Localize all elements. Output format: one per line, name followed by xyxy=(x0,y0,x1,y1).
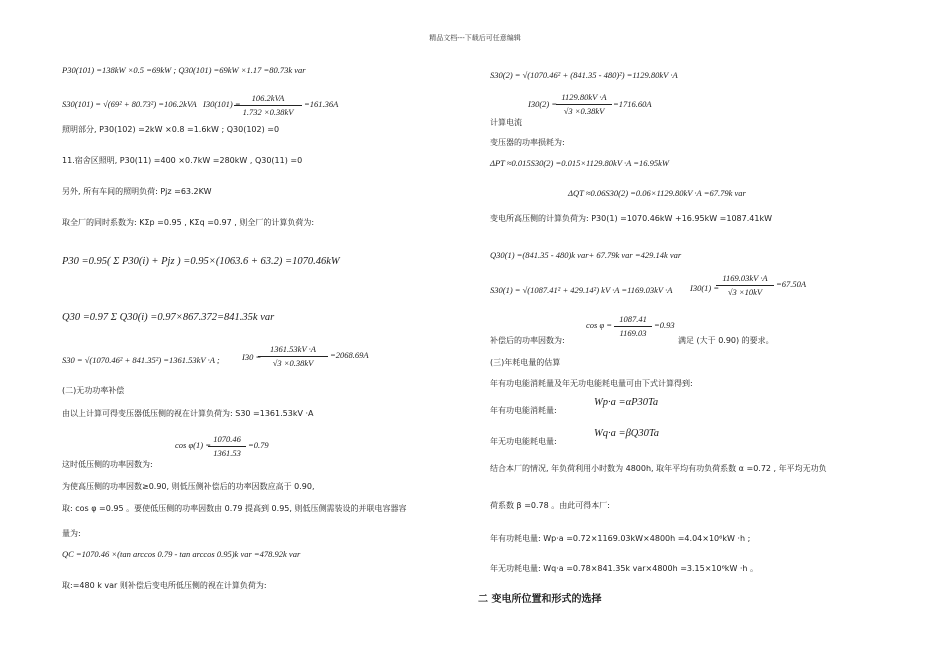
fraction-denominator: 1169.03 xyxy=(619,328,647,338)
formula-i30-101-symbol: I30(101) = xyxy=(203,99,241,109)
formula-q30-1: Q30(1) =(841.35 - 480)k var+ 67.79k var =429.14k var xyxy=(490,250,682,260)
dormitory-lighting-line: 11.宿舍区照明, P30(11) =400 ×0.7kW =280kW , Q30(11) =0 xyxy=(62,156,303,165)
formula-s30-101: S30(101) = √(69² + 80.73²) =106.2kVA xyxy=(62,99,197,109)
formula-cos-phi-result: =0.93 xyxy=(654,320,675,330)
annual-active-energy-label: 年有功电能消耗量: xyxy=(490,406,557,415)
annual-reactive-consumption-line: 年无功耗电量: Wq·a =0.78×841.35k var×4800h =3.15×10⁶kW ·h 。 xyxy=(490,564,759,573)
formula-i30-2-result: =1716.60A xyxy=(613,99,652,109)
formula-i30-101-fraction xyxy=(234,93,302,118)
high-voltage-requirement-line: 为使高压侧的功率因数≥0.90, 则低压侧补偿后的功率因数应高于 0.90, xyxy=(62,482,315,491)
formula-i30-1-symbol: I30(1) = xyxy=(690,283,720,293)
fraction-denominator: 1.732 ×0.38kV xyxy=(242,107,294,117)
simultaneity-factor-line: 取全厂的同时系数为: KΣp =0.95 , KΣq =0.97 , 则全厂的计算负荷为: xyxy=(62,218,315,227)
fraction-numerator: 1087.41 xyxy=(614,314,652,327)
formula-cos-phi1-result: =0.79 xyxy=(248,440,269,450)
load-factor-line: 结合本厂的情况, 年负荷利用小时数为 4800h, 取年平均有功负荷系数 α =0.72 , 年平均无功负 xyxy=(490,464,827,473)
page-header: 精品文档---下载后可任意编辑 xyxy=(429,34,521,42)
formula-delta-qt: ΔQT ≈0.06S30(2) =0.06×1129.80kV ·A =67.79k var xyxy=(568,188,746,198)
formula-p30-total: P30 =0.95( Σ P30(i) + Pjz ) =0.95×(1063.6 + 63.2) =1070.46kW xyxy=(62,256,340,267)
chapter-heading: 二 变电所位置和形式的选择 xyxy=(478,594,602,605)
fraction-denominator: √3 ×0.38kV xyxy=(272,358,314,368)
fraction-denominator: √3 ×10kV xyxy=(727,287,763,297)
lighting-part-line: 照明部分, P30(102) =2kW ×0.8 =1.6kW ; Q30(102) =0 xyxy=(62,125,280,134)
compensation-choice-line: 取:=480 k var 则补偿后变电所低压侧的视在计算负荷为: xyxy=(62,581,267,590)
annual-reactive-energy-label: 年无功电能耗电量: xyxy=(490,437,557,446)
formula-s30-1: S30(1) = √(1087.41² + 429.14²) kV ·A =1169.03kV ·A xyxy=(490,285,673,295)
annual-energy-intro: 年有功电能消耗量及年无功电能耗电量可由下式计算得到: xyxy=(490,379,693,388)
low-voltage-load-line: 由以上计算可得变压器低压侧的视在计算负荷为: S30 =1361.53kV ·A xyxy=(62,409,314,418)
target-power-factor-line: 取: cos φ =0.95 。要使低压侧的功率因数由 0.79 提高到 0.95, 则低压侧需装设的并联电容器容 xyxy=(62,504,407,513)
requirement-met-note: 满足 (大于 0.90) 的要求。 xyxy=(678,336,774,345)
formula-i30-1-fraction xyxy=(716,273,774,298)
capacitor-capacity-line: 量为: xyxy=(62,529,81,538)
formula-wpa: Wp·a =αP30Ta xyxy=(594,397,659,408)
section-reactive-compensation: (二)无功功率补偿 xyxy=(62,386,125,395)
transformer-loss-line: 变压器的功率损耗为: xyxy=(490,138,565,147)
formula-q30-total: Q30 =0.97 Σ Q30(i) =0.97×867.372=841.35k var xyxy=(62,312,275,323)
formula-cos-phi1-fraction xyxy=(208,434,246,459)
formula-s30-2: S30(2) = √(1070.46² + (841.35 - 480)²) =1129.80kV ·A xyxy=(490,70,678,80)
formula-i30-2-fraction xyxy=(556,92,612,117)
power-factor-line: 这时低压侧的功率因数为: xyxy=(62,460,153,469)
reactive-load-factor-line: 荷系数 β =0.78 。由此可得本厂: xyxy=(490,501,610,510)
formula-s30-total: S30 = √(1070.46² + 841.35²) =1361.53kV ·A ; xyxy=(62,355,220,365)
fraction-numerator: 1129.80kV ·A xyxy=(556,92,612,105)
fraction-denominator: 1361.53 xyxy=(213,448,241,458)
section-annual-energy: (三)年耗电量的估算 xyxy=(490,358,561,367)
formula-i30-total-fraction xyxy=(258,344,328,369)
formula-i30-2-symbol: I30(2) = xyxy=(528,99,558,109)
formula-i30-101-result: =161.36A xyxy=(304,99,339,109)
formula-i30-total-result: =2068.69A xyxy=(330,350,369,360)
calc-current-label: 计算电流 xyxy=(490,118,522,127)
formula-i30-1-result: =67.50A xyxy=(776,279,807,289)
fraction-numerator: 106.2kVA xyxy=(234,93,302,106)
fraction-numerator: 1361.53kV ·A xyxy=(258,344,328,357)
fraction-numerator: 1070.46 xyxy=(208,434,246,447)
compensated-power-factor-label: 补偿后的功率因数为: xyxy=(490,336,565,345)
formula-delta-pt: ΔPT ≈0.015S30(2) =0.015×1129.80kV ·A =16.95kW xyxy=(490,158,669,168)
fraction-numerator: 1169.03kV ·A xyxy=(716,273,774,286)
formula-wqa: Wq·a =βQ30Ta xyxy=(594,428,660,439)
fraction-denominator: √3 ×0.38kV xyxy=(563,106,605,116)
high-voltage-load-line: 变电所高压侧的计算负荷为: P30(1) =1070.46kW +16.95kW =1087.41kW xyxy=(490,214,773,223)
formula-i30-total-symbol: I30 = xyxy=(242,352,262,362)
workshop-lighting-line: 另外, 所有车间的照明负荷: Pjz =63.2KW xyxy=(62,187,212,196)
formula-qc: QC =1070.46 ×(tan arccos 0.79 - tan arccos 0.95)k var =478.92k var xyxy=(62,549,301,559)
formula-cos-phi-fraction xyxy=(614,314,652,339)
formula-cos-phi1-symbol: cos φ(1) = xyxy=(175,440,211,450)
formula-p30-101: P30(101) =138kW ×0.5 =69kW ; Q30(101) =69kW ×1.17 =80.73k var xyxy=(62,65,306,75)
annual-active-consumption-line: 年有功耗电量: Wp·a =0.72×1169.03kW×4800h =4.04×10⁶kW ·h ; xyxy=(490,534,751,543)
formula-cos-phi-symbol: cos φ = xyxy=(586,320,613,330)
